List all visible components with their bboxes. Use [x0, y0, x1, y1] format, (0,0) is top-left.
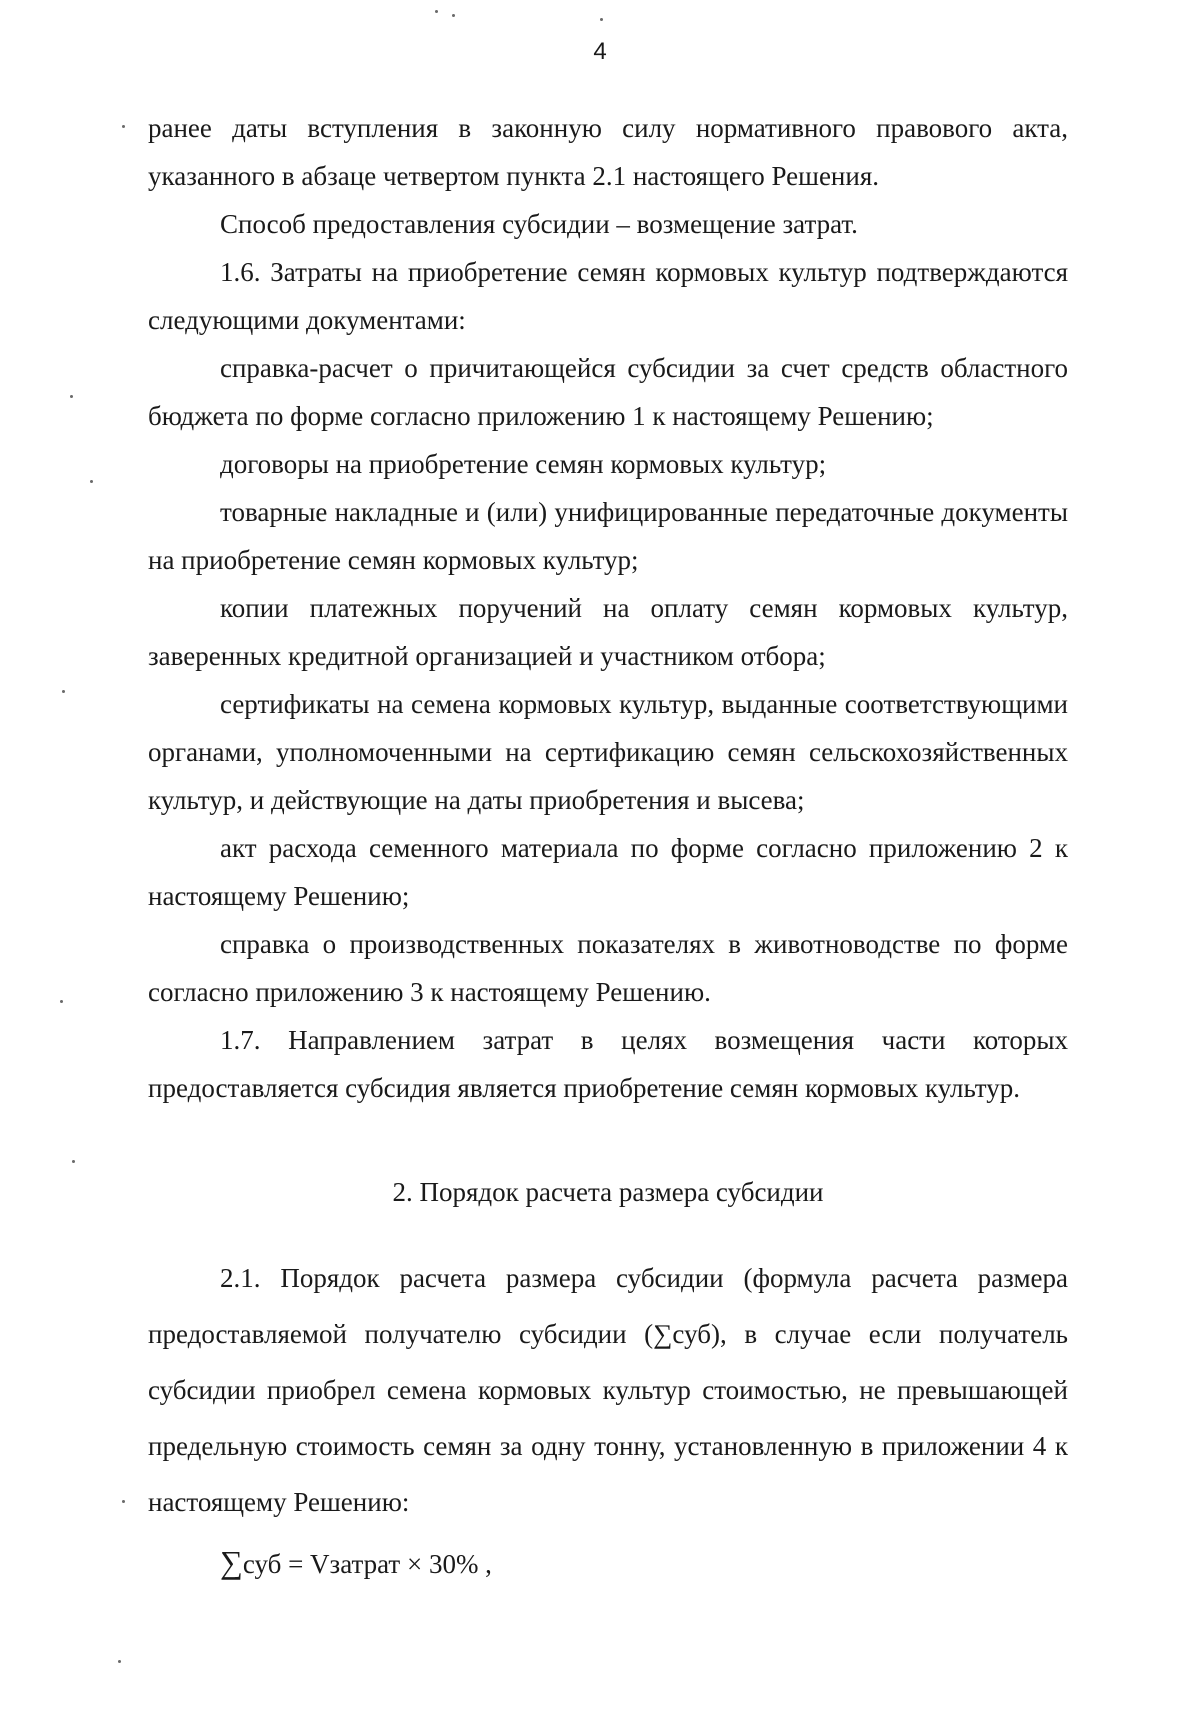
- scan-speck: [122, 1500, 125, 1503]
- scan-speck: [70, 395, 73, 398]
- page-number: 4: [593, 38, 607, 65]
- scan-speck: [452, 14, 455, 17]
- paragraph-continuation: ранее даты вступления в законную силу нормативного правового акта, указанного в абзаце четвертом пункта 2.1 настоящего Решения.: [148, 113, 1068, 191]
- list-item-invoices: товарные накладные и (или) унифицированные передаточные документы на приобретение семян кормовых культур;: [148, 497, 1068, 575]
- scan-speck: [62, 690, 65, 693]
- list-item-payment-orders: копии платежных поручений на оплату семян кормовых культур, заверенных кредитной организацией и участником отбора;: [148, 593, 1068, 671]
- scan-speck: [72, 1160, 75, 1163]
- list-item-contracts: договоры на приобретение семян кормовых культур;: [220, 449, 827, 479]
- scan-speck: [600, 18, 603, 21]
- list-item-production-certificate: справка о производственных показателях в животноводстве по форме согласно приложению 3 к настоящему Решению.: [148, 929, 1068, 1007]
- scan-speck: [90, 480, 93, 483]
- paragraph-2-1: [148, 1250, 1068, 1530]
- list-item-certificates: сертификаты на семена кормовых культур, выданные соответствующими органами, уполномоченными на сертификацию семян сельскохозяйственных культур, и действующие на даты приобретения и высева;: [148, 689, 1068, 815]
- sum-symbol: ∑суб: [653, 1319, 711, 1349]
- scan-speck: [118, 1660, 121, 1663]
- subsidy-formula: [148, 1536, 1068, 1590]
- document-body: [148, 104, 1068, 1590]
- formula-text: суб = Vзатрат × 30% ,: [242, 1549, 492, 1579]
- paragraph-1-6: 1.6. Затраты на приобретение семян кормовых культур подтверждаются следующими документами:: [148, 257, 1068, 335]
- paragraph-subsidy-method: Способ предоставления субсидии – возмещение затрат.: [220, 209, 858, 239]
- section-heading: 2. Порядок расчета размера субсидии: [392, 1177, 824, 1207]
- paragraph-1-7: 1.7. Направлением затрат в целях возмещения части которых предоставляется субсидия является приобретение семян кормовых культур.: [148, 1025, 1068, 1103]
- scan-speck: [60, 1000, 63, 1003]
- scan-speck: [435, 10, 438, 13]
- paragraph-2-1-start: 2.1. Порядок расчета размера субсидии (формула расчета размера предоставляемой получателю субсидии (: [148, 1263, 1068, 1349]
- list-item-calculation-certificate: справка-расчет о причитающейся субсидии за счет средств областного бюджета по форме согласно приложению 1 к настоящему Решению;: [148, 353, 1068, 431]
- list-item-seed-act: акт расхода семенного материала по форме согласно приложению 2 к настоящему Решению;: [148, 833, 1068, 911]
- sigma-symbol: ∑: [220, 1544, 243, 1580]
- paragraph-2-1-end: ), в случае если получатель субсидии приобрел семена кормовых культур стоимостью, не превышающей предельную стоимость семян за одну тонну, установленную в приложении 4 к настоящему Решению:: [148, 1319, 1068, 1517]
- scan-speck: [122, 125, 125, 128]
